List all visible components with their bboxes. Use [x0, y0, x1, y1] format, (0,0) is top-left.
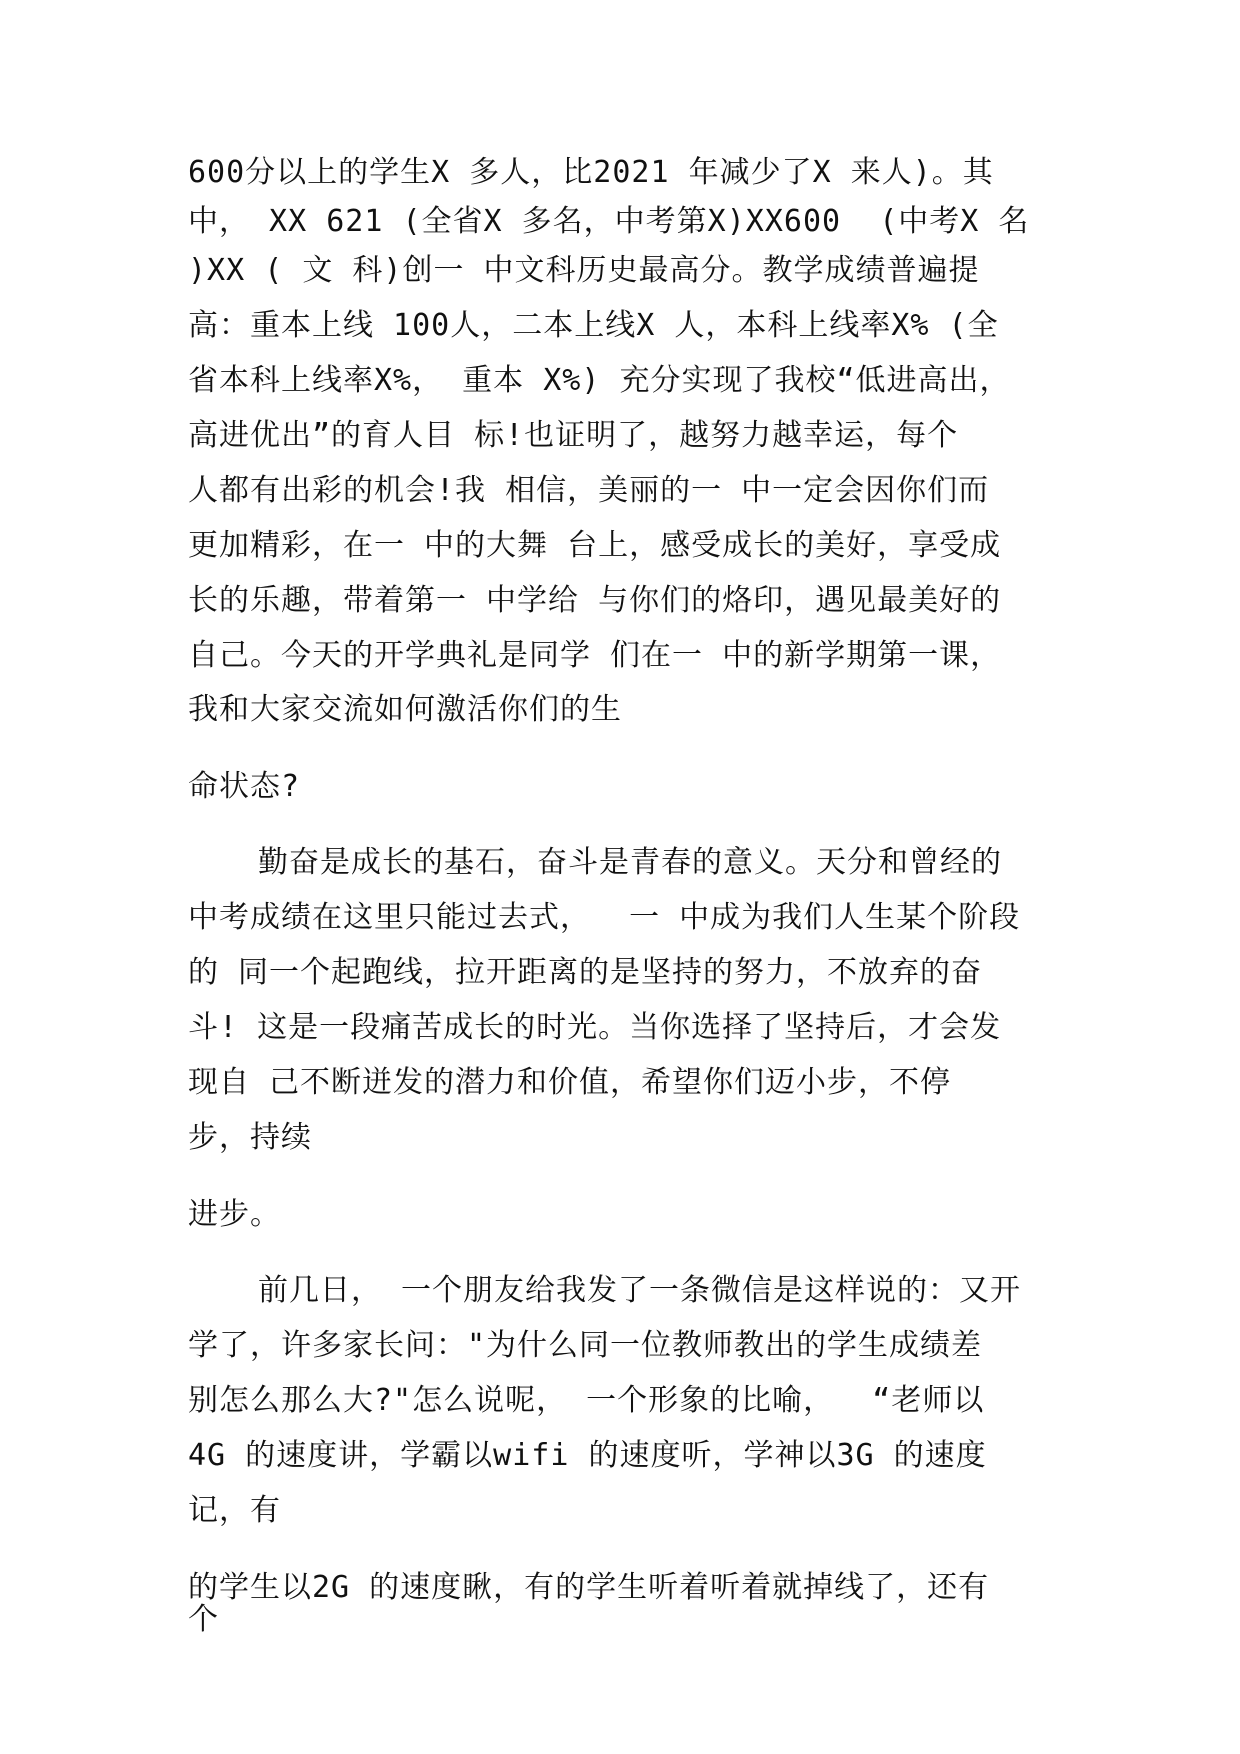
text-line: 学了，许多家长问："为什么同一位教师教出的学生成绩差 — [188, 1328, 983, 1363]
text-line: 高进优出”的育人目 标!也证明了，越努力越幸运，每个 — [188, 418, 959, 453]
text-line: 人都有出彩的机会!我 相信，美丽的一 中一定会因你们而 — [188, 473, 990, 508]
paragraph-first-line: 勤奋是成长的基石，奋斗是青春的意义。天分和曾经的 — [258, 845, 1002, 880]
text-line: 别怎么那么大?"怎么说呢， 一个形象的比喻， “老师以 — [188, 1383, 985, 1418]
text-line: 斗! 这是一段痛苦成长的时光。当你选择了坚持后，才会发 — [188, 1010, 1002, 1045]
text-line: )XX ( 文 科)创一 中文科历史最高分。教学成绩普遍提 — [188, 253, 980, 288]
paragraph-first-line: 前几日， 一个朋友给我发了一条微信是这样说的：又开 — [258, 1273, 1022, 1308]
text-line: 中考成绩在这里只能过去式， 一 中成为我们人生某个阶段 — [188, 900, 1021, 935]
text-line: 个 — [188, 1602, 219, 1637]
text-line: 省本科上线率X%， 重本 X%) 充分实现了我校“低进高出， — [188, 363, 1011, 398]
text-line: 我和大家交流如何激活你们的生 — [188, 692, 622, 727]
text-line: 现自 己不断迸发的潜力和价值，希望你们迈小步，不停 — [188, 1065, 952, 1100]
text-line: 进步。 — [188, 1197, 281, 1232]
text-line: 的学生以2G 的速度瞅，有的学生听着听着就掉线了，还有 — [188, 1570, 990, 1605]
text-line: 600分以上的学生X 多人，比2021 年减少了X 来人)。其 — [188, 155, 994, 190]
text-line: 记，有 — [188, 1493, 281, 1528]
text-line: 长的乐趣，带着第一 中学给 与你们的烙印，遇见最美好的 — [188, 583, 1002, 618]
text-line: 高：重本上线 100人，二本上线X 人，本科上线率X% (全 — [188, 308, 999, 343]
text-line: 步，持续 — [188, 1120, 312, 1155]
text-line: 中， XX 621 (全省X 多名，中考第X)XX600 (中考X 名 — [188, 204, 1030, 239]
text-line: 自己。今天的开学典礼是同学 们在一 中的新学期第一课， — [188, 638, 1002, 673]
text-line: 命状态? — [188, 769, 301, 804]
text-line: 的 同一个起跑线，拉开距离的是坚持的努力，不放弃的奋 — [188, 955, 983, 990]
text-line: 更加精彩，在一 中的大舞 台上，感受成长的美好，享受成 — [188, 528, 1002, 563]
text-line: 4G 的速度讲，学霸以wifi 的速度听，学神以3G 的速度 — [188, 1438, 987, 1473]
